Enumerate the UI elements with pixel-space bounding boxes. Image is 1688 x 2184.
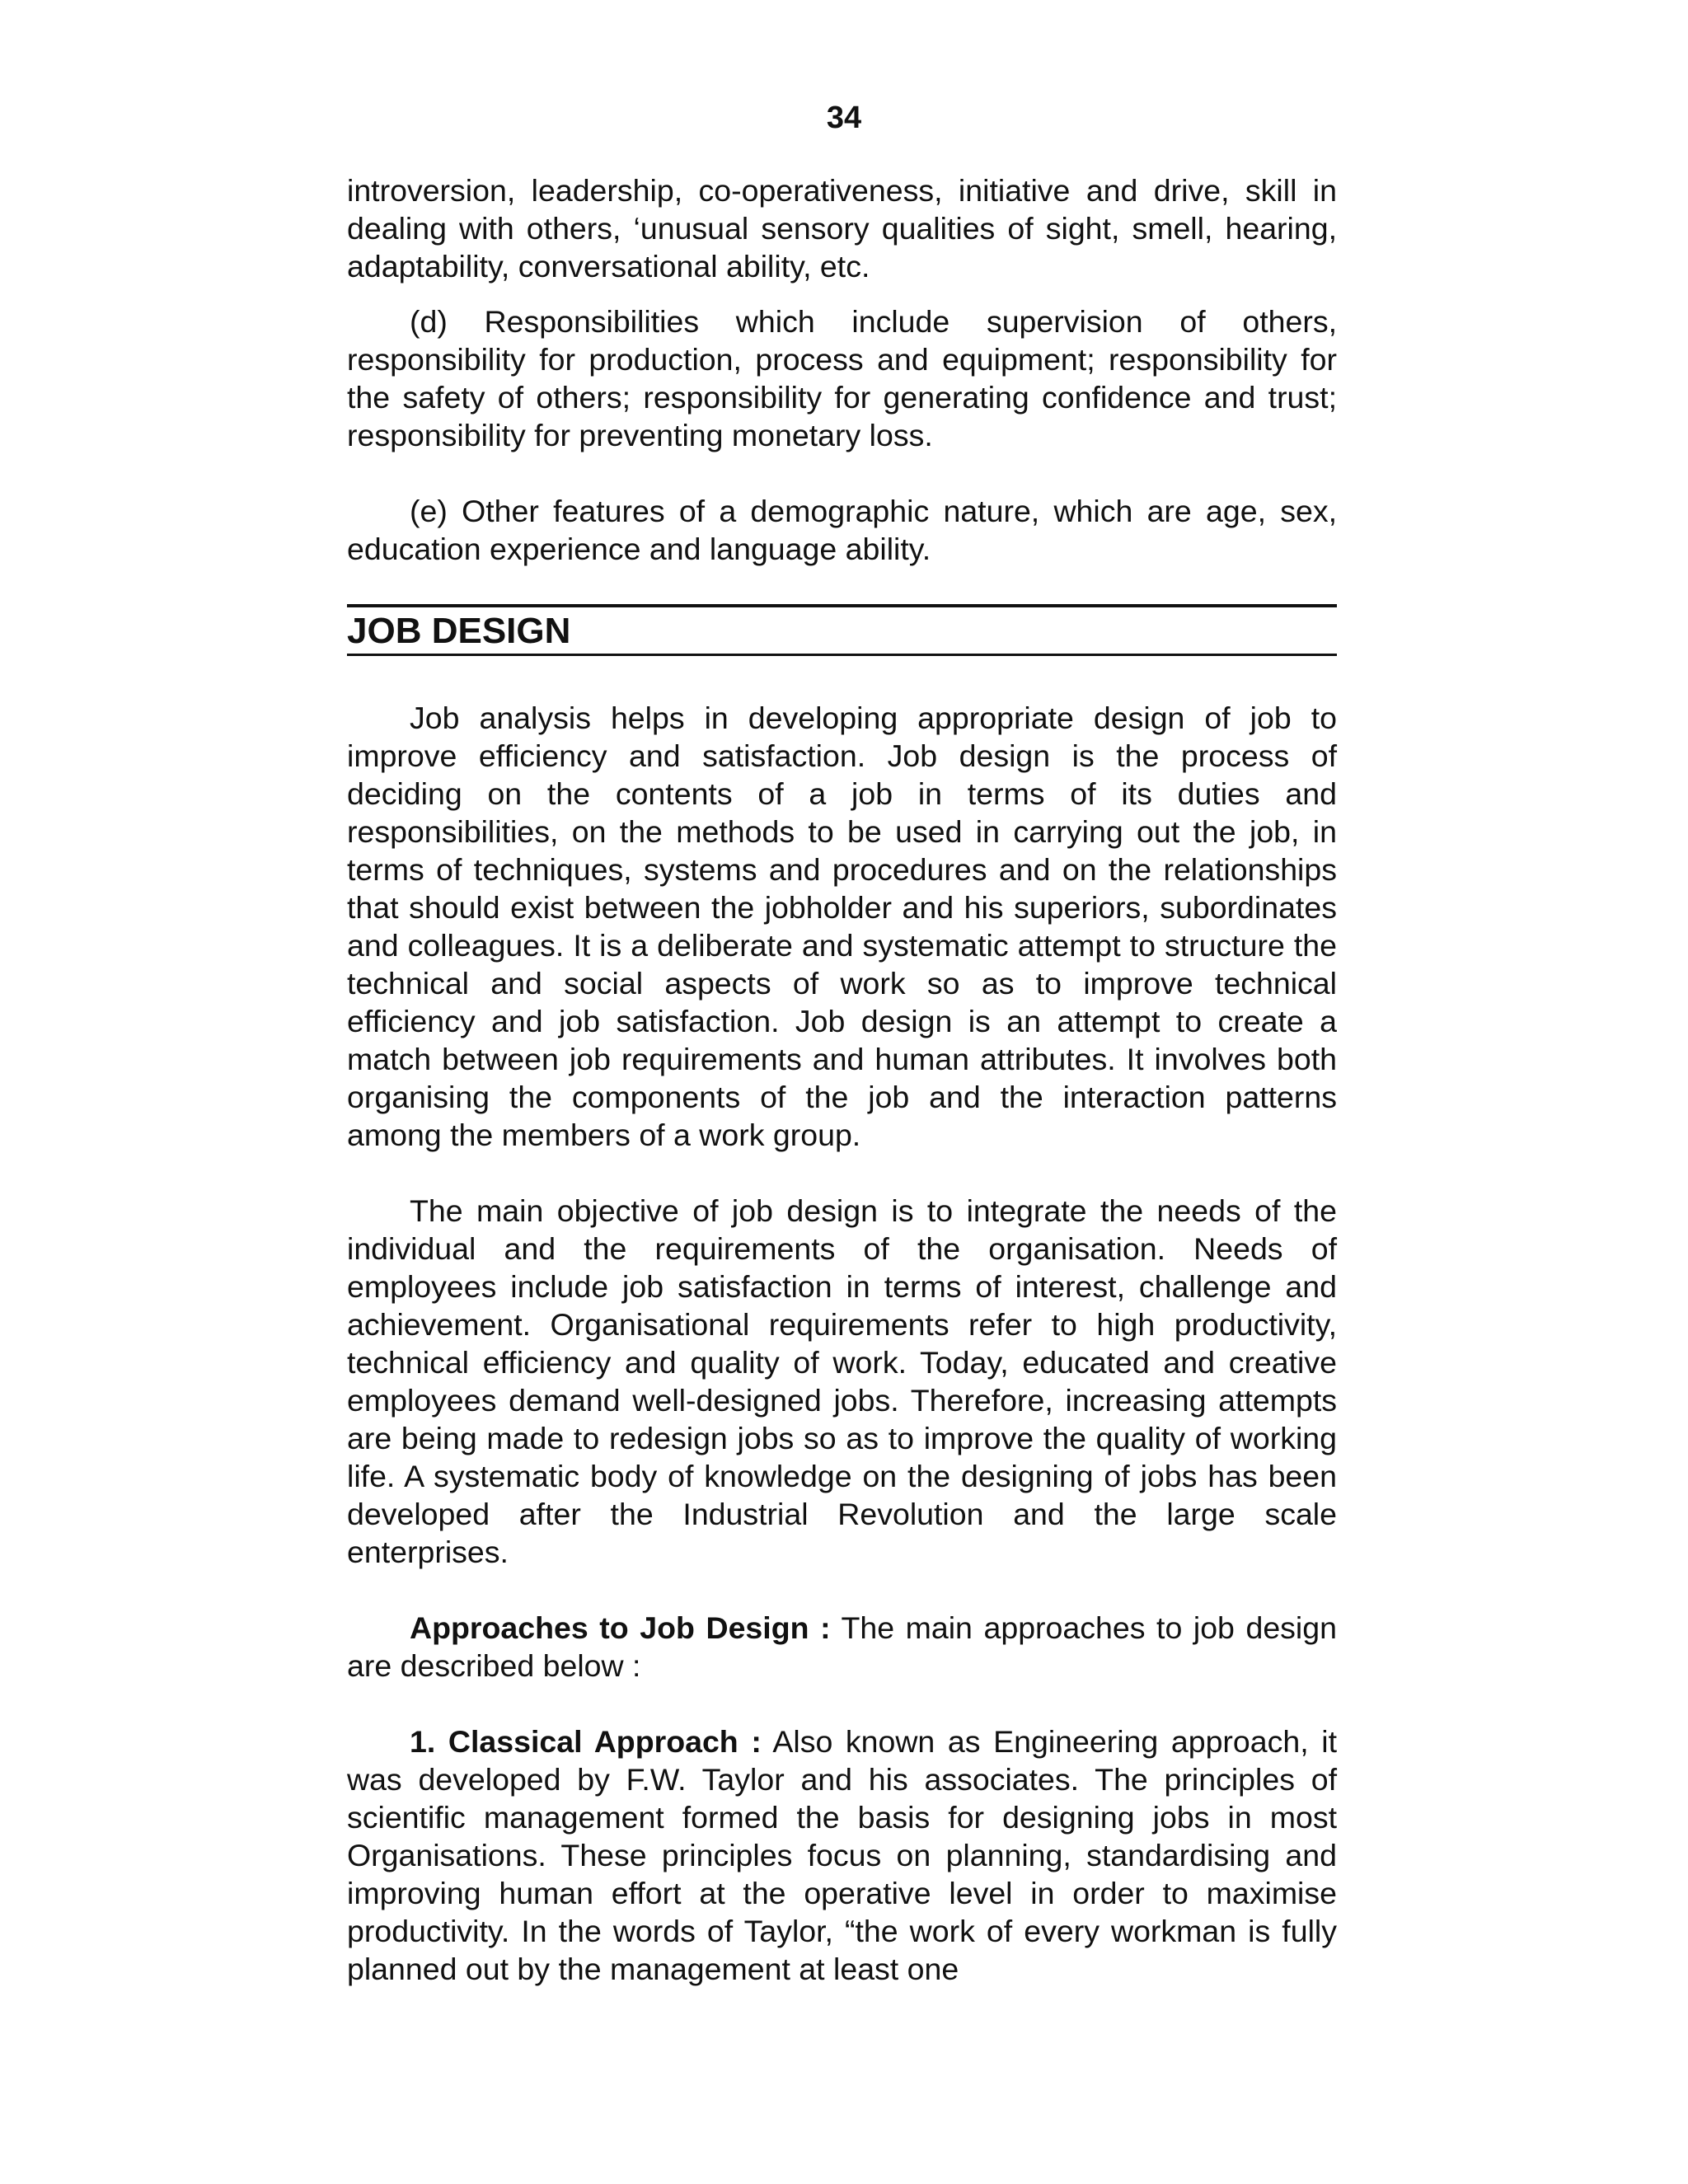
approaches-text: The main approaches to job design are described below : — [347, 1610, 1337, 1683]
section-heading: JOB DESIGN — [347, 611, 571, 651]
paragraph-responsibilities: (d) Responsibilities which include supervision of others, responsibility for production, process and equipment; responsibility for the safety of others; responsibility for generating confidence and trust; responsibility for preventing monetary loss. — [347, 304, 1337, 452]
classical-approach-text: Also known as Engineering approach, it was developed by F.W. Taylor and his associates. The principles of scientific management formed the basis for designing jobs in most Organisations. These principles focus on planning, standardising and improving human effort at the operative level in order to maximise productivity. In the words of Taylor, “the work of every workman is fully planned out by the management at least one — [347, 1724, 1337, 1986]
approaches-label: Approaches to Job Design : — [410, 1610, 831, 1645]
page-body — [347, 171, 1337, 1988]
classical-approach-label: 1. Classical Approach : — [410, 1724, 762, 1759]
paragraph-approaches-intro — [347, 1609, 1337, 1685]
paragraph-traits-continued: introversion, leadership, co-operativeness, initiative and drive, skill in dealing with others, ‘unusual sensory qualities of sight, smell, hearing, adaptability, conversational ability, etc. — [347, 173, 1337, 284]
paragraph-classical-approach — [347, 1722, 1337, 1988]
section-heading-block — [347, 604, 1337, 656]
paragraph-job-design-definition: Job analysis helps in developing appropriate design of job to improve efficiency and satisfaction. Job design is the process of deciding on the contents of a job in terms of its duties and responsibilities, on the methods to be used in carrying out the job, in terms of techniques, systems and procedures and on the relationships that should exist between the jobholder and his superiors, subordinates and colleagues. It is a deliberate and systematic attempt to structure the technical and social aspects of work so as to improve technical efficiency and job satisfaction. Job design is an attempt to create a match between job requirements and human attributes. It involves both organising the components of the job and the interaction patterns among the members of a work group. — [347, 701, 1337, 1152]
page-number: 34 — [826, 101, 862, 135]
paragraph-demographic-features: (e) Other features of a demographic nature, which are age, sex, education experience and language ability. — [347, 494, 1337, 566]
paragraph-job-design-objective: The main objective of job design is to integrate the needs of the individual and the requirements of the organisation. Needs of employees include job satisfaction in terms of interest, challenge and achievement. Organisational requirements refer to high productivity, technical efficiency and quality of work. Today, educated and creative employees demand well-designed jobs. Therefore, increasing attempts are being made to redesign jobs so as to improve the quality of working life. A systematic body of knowledge on the designing of jobs has been developed after the Industrial Revolution and the large scale enterprises. — [347, 1193, 1337, 1569]
